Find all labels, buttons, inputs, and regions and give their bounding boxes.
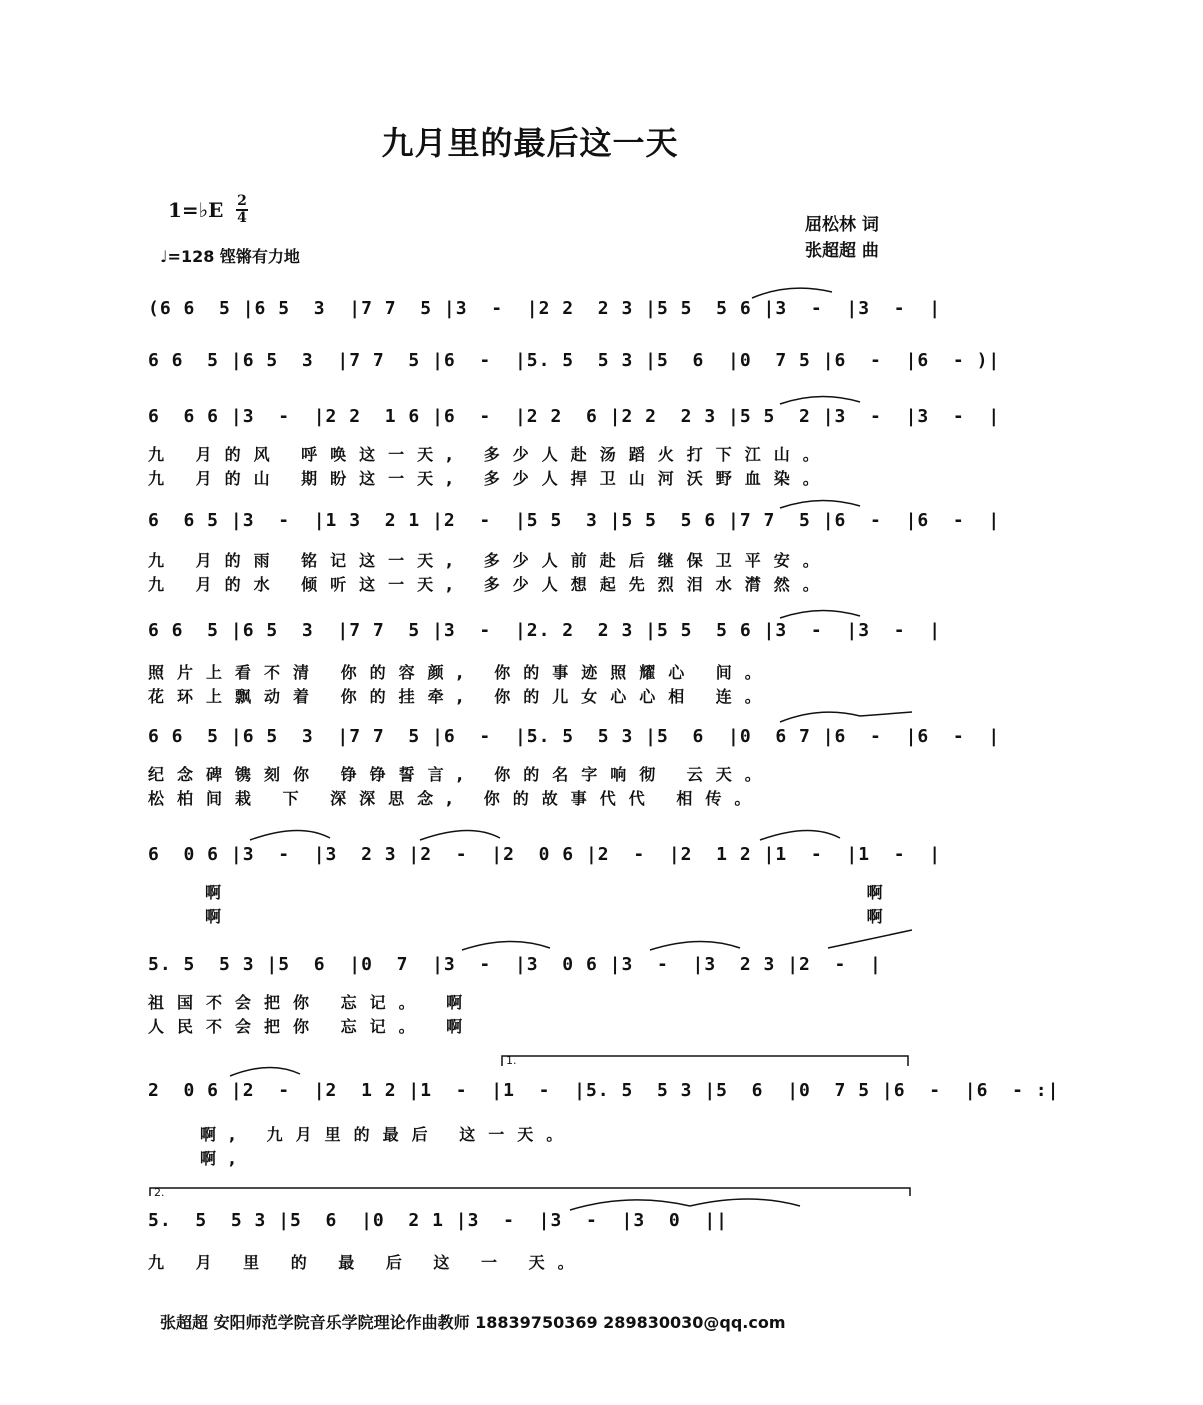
composer-credit: 张超超 曲: [805, 241, 879, 261]
slur: [860, 712, 912, 716]
notes: 6 6 5 |3 - |1 3 2 1 |2 - |5 5 3 |5 5 5 6 |7 7 5 |6 - |6 - |: [148, 510, 1001, 531]
key-signature: 1=♭E: [168, 198, 224, 222]
notes: 5. 5 5 3 |5 6 |0 7 |3 - |3 0 6 |3 - |3 2 3 |2 - |: [148, 954, 882, 975]
slur: [752, 288, 832, 298]
lyric-line: 九 月的水 倾听这一天, 多少人想起先烈泪水潸然。: [148, 575, 832, 594]
slur: [780, 500, 860, 508]
notes: 5. 5 5 3 |5 6 |0 2 1 |3 - |3 - |3 0 ||: [148, 1210, 729, 1231]
lyricist-credit: 屈松林 词: [805, 215, 879, 235]
slur: [690, 1199, 800, 1206]
lyric-line: 啊 啊: [205, 883, 1203, 902]
lyric-line: 九 月的雨 铭记这一天, 多少人前赴后继保卫平安。: [148, 551, 832, 570]
lyric-line: 啊, 九月里的最后 这一天。: [200, 1125, 576, 1144]
slur: [650, 941, 740, 950]
time-top: 2: [237, 193, 247, 209]
lyric-line: 九 月的风 呼唤这一天, 多少人赴汤蹈火打下江山。: [148, 445, 832, 464]
lyric-line: 花环上飘动着 你的挂牵, 你的儿女心心相 连。: [148, 687, 774, 706]
slur: [760, 830, 840, 840]
volta-2: 2.: [154, 1186, 165, 1199]
lyric-line: 啊 啊: [205, 907, 1203, 926]
slur: [462, 941, 550, 950]
lyric-line: 九 月的山 期盼这一天, 多少人捍卫山河沃野血染。: [148, 469, 832, 488]
slur: [570, 1200, 690, 1210]
slur: [780, 610, 860, 618]
lyric-line: 纪念碑镌刻你 铮铮誓言, 你的名字响彻 云天。: [148, 765, 774, 784]
time-bottom: 4: [237, 210, 247, 226]
notes: 6 6 5 |6 5 3 |7 7 5 |3 - |2. 2 2 3 |5 5 5 6 |3 - |3 - |: [148, 620, 942, 641]
volta-1: 1.: [506, 1054, 517, 1067]
volta-bracket-1: [502, 1056, 908, 1066]
song-title: 九月里的最后这一天: [381, 124, 679, 162]
tempo-marking: ♩=128 铿锵有力地: [160, 247, 300, 266]
notes: (6 6 5 |6 5 3 |7 7 5 |3 - |2 2 2 3 |5 5 5 6 |3 - |3 - |: [148, 298, 942, 319]
lyric-line: 松柏间栽 下 深深思念, 你的故事代代 相传。: [148, 789, 764, 808]
slur: [420, 830, 500, 840]
volta-bracket-2: [150, 1188, 910, 1196]
notes: 6 6 5 |6 5 3 |7 7 5 |6 - |5. 5 5 3 |5 6 |0 6 7 |6 - |6 - |: [148, 726, 1001, 747]
lyric-line: 照片上看不清 你的容颜, 你的事迹照耀心 间。: [148, 663, 774, 682]
lyric-line: 祖国不会把你 忘记。 啊: [148, 993, 476, 1012]
footer-info: 张超超 安阳师范学院音乐学院理论作曲教师 18839750369 289830030@qq.com: [160, 1313, 786, 1332]
notes: 6 6 6 |3 - |2 2 1 6 |6 - |2 2 6 |2 2 2 3 |5 5 2 |3 - |3 - |: [148, 406, 1001, 427]
slur: [780, 396, 860, 404]
notes: 6 0 6 |3 - |3 2 3 |2 - |2 0 6 |2 - |2 1 2 |1 - |1 - |: [148, 844, 942, 865]
slur: [780, 712, 860, 722]
notes: 2 0 6 |2 - |2 1 2 |1 - |1 - |5. 5 5 3 |5 6 |0 7 5 |6 - |6 - :|: [148, 1080, 1060, 1101]
slur: [230, 1067, 300, 1076]
slur: [828, 930, 912, 948]
lyric-line: 啊,: [200, 1149, 249, 1168]
notes: 6 6 5 |6 5 3 |7 7 5 |6 - |5. 5 5 3 |5 6 |0 7 5 |6 - |6 - )|: [148, 350, 1001, 371]
lyric-line: 人民不会把你 忘记。 啊: [148, 1017, 476, 1036]
slur: [250, 830, 330, 840]
lyric-line: 九 月 里 的 最 后 这 一 天。: [148, 1253, 587, 1272]
